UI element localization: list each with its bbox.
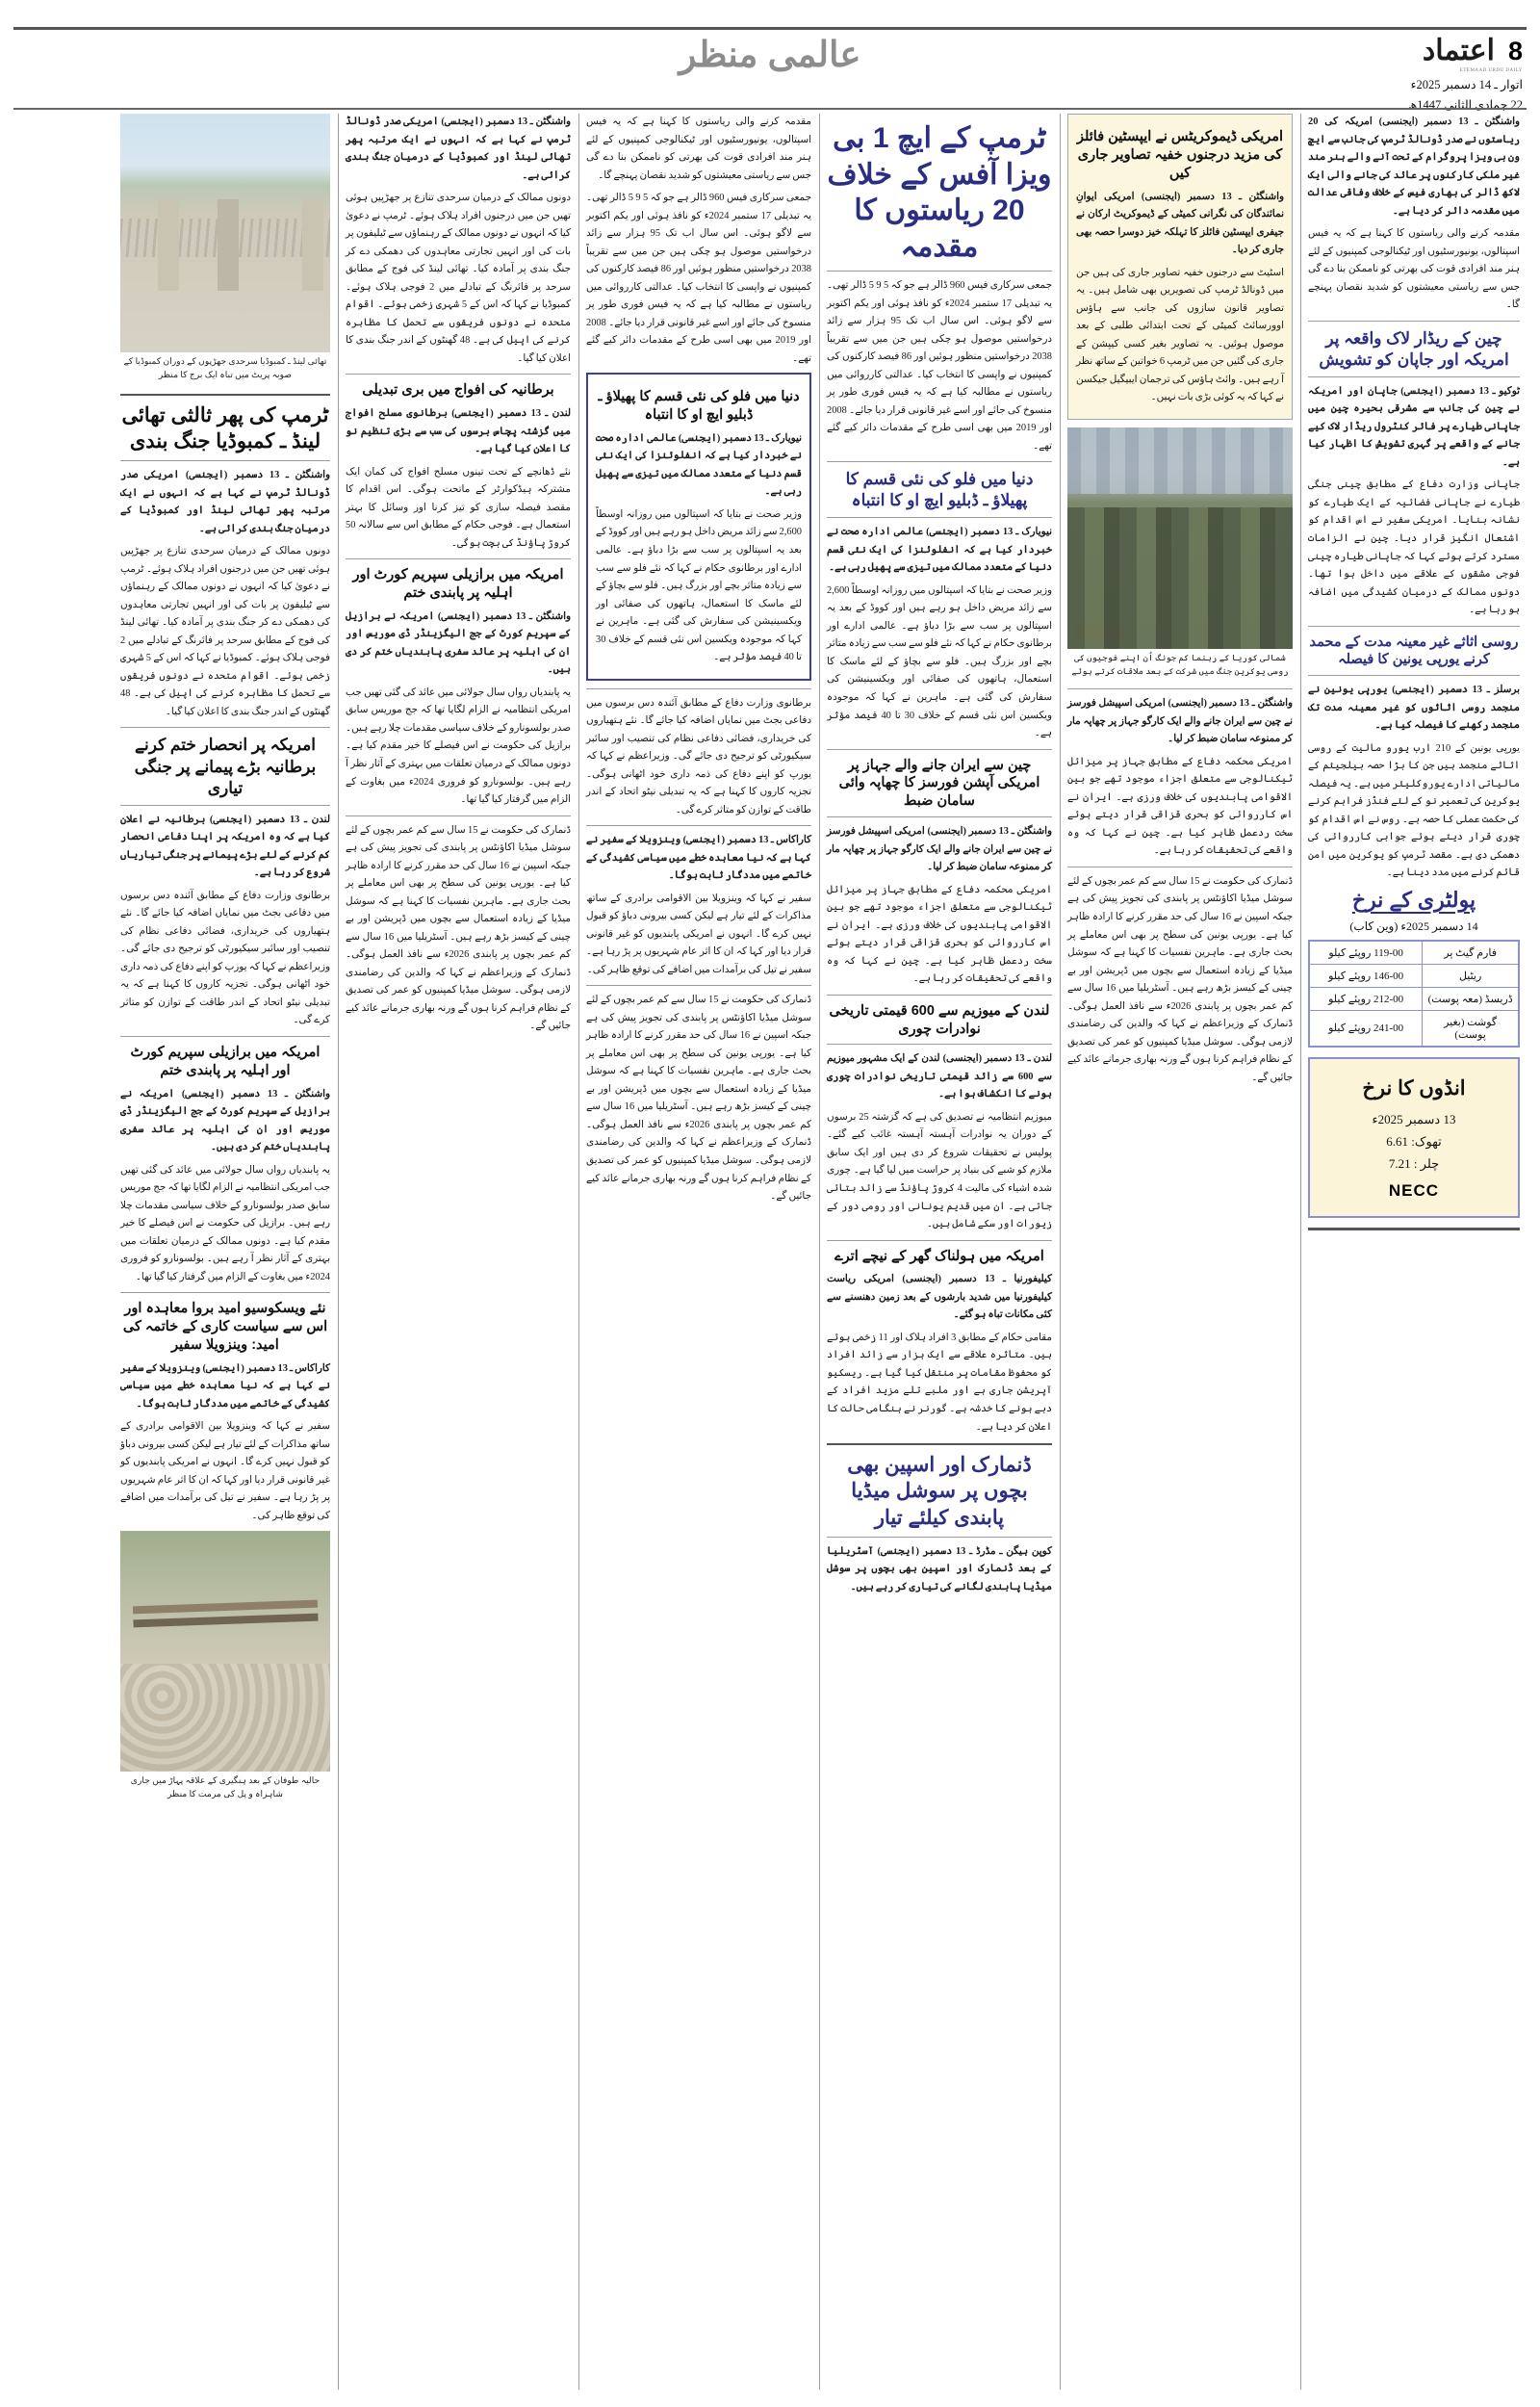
britain-war-prep-body: برطانوی وزارت دفاع کے مطابق آئندہ دس برسوں میں دفاعی بجٹ میں نمایاں اضافہ کیا جائے گا۔ نئے ہتھیاروں کی خریداری، فضائی دفاعی نظام کی تنصیب اور سائبر سیکیورٹی کو ترجیح دی جائے گی۔ وزیراعظم نے کہا کہ یورپ کو اپنے دفاع کی ذمہ داری خود اٹھانی ہوگی۔ تجزیہ کاروں کا کہنا ہے کہ یہ تبدیلی نیٹو اتحاد کے اندر طاقت کے توازن کو متاثر کرے گی۔ [120,890,330,1026]
content-grid [13,114,1527,2390]
column-4 [579,114,818,2390]
divider [1308,626,1520,627]
lead-story-body-right: مقدمہ کرنے والی ریاستوں کا کہنا ہے کہ یہ فیس اسپتالوں، یونیورسٹیوں اور ٹیکنالوجی کمپنیوں کے لئے ہنر مند افرادی قوت کی بھرتی کو ناممکن بنا دے گی جس سے ریاستی معیشتوں کو شدید نقصان پہنچے گا۔ [1308,228,1520,311]
egg-rates-title: انڈوں کا نرخ [1362,1076,1466,1100]
column-divider [1300,114,1301,2390]
venezuela-dateline-col4: کاراکاس ـ 13 دسمبر (ایجنسی) وینزویلا کے سفیر نے کہا ہے کہ نیا معاہدہ خطے میں سیاسی کشیدگی کے خاتمے میں مددگار ثابت ہوگا۔ [586,835,811,882]
column-divider [338,114,339,2390]
lead-body-continuation: مقدمہ کرنے والی ریاستوں کا کہنا ہے کہ یہ فیس اسپتالوں، یونیورسٹیوں اور ٹیکنالوجی کمپنیوں کے لئے ہنر مند افرادی قوت کی بھرتی کو ناممکن بنا دے گی جس سے ریاستی معیشتوں کو شدید نقصان پہنچے گا۔ [586,116,811,181]
london-museum-dateline: لندن ـ 13 دسمبر (ایجنسی) لندن کے ایک مشہور میوزیم سے 600 سے زائد قیمتی تاریخی نوادرات چوری ہونے کا انکشاف ہوا ہے۔ [827,1053,1052,1100]
bridge-photo [120,114,330,352]
brand-block [1409,34,1523,114]
headline-british-forces: برطانیہ کی افواج میں بری تبدیلی [362,382,554,399]
us-house-body: مقامی حکام کے مطابق 3 افراد ہلاک اور 11 زخمی ہوئے ہیں۔ متاثرہ علاقے سے ایک ہزار سے زائد افراد کو محفوظ مقامات پر منتقل کیا گیا ہے۔ ریسکیو آپریشن جاری ہے اور ملبے تلے مزید افراد کے دبے ہونے کا خدشہ ہے۔ گورنر نے ہنگامی حالت کا اعلان کر دیا ہے۔ [827,1332,1052,1433]
poultry-row-value: 241-00 روپئے کیلو [1309,1010,1423,1047]
lead-headline: ٹرمپ کے ایچ 1 بی ویزا آفس کے خلاف 20 ریاستوں کا مقدمہ [827,122,1052,263]
column-divider [819,114,820,2390]
egg-rates-box [1308,1057,1520,1218]
flu-box-dateline: نیویارک ـ 13 دسمبر (ایجنسی) عالمی ادارہ صحت نے خبردار کیا ہے کہ انفلوئنزا کی ایک نئی قسم دنیا کے متعدد ممالک میں تیزی سے پھیل رہی ہے۔ [596,432,803,498]
divider [120,805,330,806]
eu-russia-body: یورپی یونین کے 210 ارب یورو مالیت کے روسی اثاثے منجمد ہیں جن کا بڑا حصہ بیلجیئم کے مالیاتی ادارے یوروکلیئر میں ہے۔ یہ فیصلہ یوکرین کی تعمیر نو کے لئے فنڈز فراہم کرنے کی حکمت عملی کا حصہ ہے۔ روس نے اس اقدام کو چوری قرار دیتے ہوئے جوابی کارروائی کی دھمکی دی ہے۔ مقصد ٹرمپ کو یوکرین میں امن قائم کرنے میں مدد دینا ہے۔ [1308,742,1520,879]
headline-britain-war-prep: امریکہ پر انحصار ختم کرنے برطانیہ بڑے پیمانے پر جنگی تیاری [134,736,317,797]
brand-name: اعتماد [1422,35,1495,66]
divider [827,271,1052,272]
lead-story-dateline-right: واشنگٹن ـ 13 دسمبر (ایجنسی) امریکہ کی 20 ریاستوں نے صدر ڈونالڈ ٹرمپ کی جانب سے ایچ ون بی ویزا پروگرام کے تحت آنے والے ہنر مند غیر ملکی کارکنوں پر عائد کی جانے والی ایک لاکھ ڈالر کی بھاری فیس کے خلاف وفاقی عدالت میں مقدمہ دائر کر دیا ہے۔ [1308,116,1520,217]
divider [346,374,571,375]
table-row [1309,941,1519,965]
britain-charles-body: یہ پابندیاں رواں سال جولائی میں عائد کی گئی تھیں جب امریکی انتظامیہ نے الزام لگایا تھا کہ جج موریس سابق صدر بولسونارو کے خلاف سیاسی مقدمات چلا رہے ہیں۔ برازیل کی حکومت نے اس فیصلے کا خیر مقدم کیا ہے۔ دونوں ممالک کے درمیان تعلقات میں بہتری کے آثار نظر آ رہے ہیں۔ بولسونارو کو فروری 2024ء میں بغاوت کے الزام میں گرفتار کیا گیا تھا۔ [346,686,571,806]
egg-wholesale-row [1320,1134,1508,1150]
denmark-spain-dateline: کوپن ہیگن ـ مڈرڈ ـ 13 دسمبر (ایجنسی) آسٹریلیا کے بعد ڈنمارک اور اسپین بھی بچوں پر سوشل میڈیا پابندی لگانے کی تیاری کر رہے ہیں۔ [827,1545,1053,1592]
divider [586,825,811,826]
divider [827,1240,1052,1241]
column-1 [1301,114,1527,2390]
page-bottom-rule [1308,1228,1520,1230]
trump-cambodia-dateline-c5: واشنگٹن ـ 13 دسمبر (ایجنسی) امریکی صدر ڈونالڈ ٹرمپ نے کہا ہے کہ انہوں نے ایک مرتبہ پھر تھائی لینڈ اور کمبوڈیا کے درمیان جنگ بندی کرائی ہے۔ [346,116,571,181]
masthead-bottom-rule [13,108,1527,110]
flu-outline-box [586,373,811,680]
divider [1308,321,1520,322]
bridge-photo-caption: تھائی لینڈ ـ کمبوڈیا سرحدی جھڑپوں کے دوران کمبوڈیا کے صوبہ پریٹ میں تباہ ایک برج کا منظر [123,356,327,379]
eu-russia-extra-body: ڈنمارک کی حکومت نے 15 سال سے کم عمر بچوں کے لئے سوشل میڈیا اکاؤنٹس پر پابندی کی تجویز پیش کی ہے جبکہ اسپین نے 16 سال کی حد مقرر کرنے کا ارادہ ظاہر کیا ہے۔ یورپی یونین کی سطح پر بھی اس معاملے پر بحث جاری ہے۔ ماہرین نفسیات کا کہنا ہے کہ سوشل میڈیا کے زیادہ استعمال سے بچوں میں ڈپریشن اور بے چینی کے کیسز بڑھ رہے ہیں۔ آسٹریلیا میں 16 سال سے کم عمر بچوں پر پابندی 2026ء سے نافذ العمل ہوگی۔ ڈنمارک کے وزیراعظم نے کہا کہ والدین کی رضامندی لازمی ہوگی۔ سوشل میڈیا کمپنیوں کو عمر کی تصدیق کے نظام فراہم کرنا ہوں گے ورنہ بھاری جرمانے عائد کیے جائیں گے۔ [1067,875,1294,1083]
column-5 [339,114,578,2390]
venezuela-body: سفیر نے کہا کہ وینزویلا بین الاقوامی برادری کے ساتھ مذاکرات کے لئے تیار ہے لیکن کسی بیرونی دباؤ کو قبول نہیں کرے گا۔ انہوں نے امریکی پابندیوں کو غیر قانونی قرار دیا اور کہا کہ ان کا اثر عام شہریوں پر پڑ رہا ہے۔ سفیر نے تیل کی برآمدات میں اضافے کی توقع ظاہر کی۔ [120,1421,330,1521]
us-house-dateline: کیلیفورنیا ـ 13 دسمبر (ایجنسی) امریکی ریاست کیلیفورنیا میں شدید بارشوں کے بعد زمین دھنسنے سے کئی مکانات تباہ ہو گئے۔ [827,1274,1052,1321]
korea-followup-body: امریکی محکمہ دفاع کے مطابق جہاز پر میزائل ٹیکنالوجی سے متعلق اجزاء موجود تھے جو بین الاقوامی پابندیوں کی خلاف ورزی ہے۔ ایران نے اس کارروائی کو بحری قزاقی قرار دیتے ہوئے سخت ردعمل ظاہر کیا ہے۔ چین نے کہا کہ وہ واقعے کی تحقیقات کر رہا ہے۔ [1067,756,1293,857]
london-museum-body: میوزیم انتظامیہ نے تصدیق کی ہے کہ گزشتہ 25 برسوں کے دوران یہ نوادرات آہستہ آہستہ غائب کیے گئے۔ پولیس نے تحقیقات شروع کر دی ہیں اور ایک سابق ملازم کو شبے کی بنیاد پر حراست میں لیا گیا ہے۔ چوری شدہ اشیاء کی مالیت 4 کروڑ پاؤنڈ سے زائد بتائی جاتی ہے۔ ان میں قدیم یونانی اور رومی دور کے زیورات اور سکے شامل ہیں۔ [827,1111,1052,1230]
headline-us-house: امریکہ میں ہولناک گھر کے نیچے اترے [834,1248,1044,1264]
headline-brazil-supreme: امریکہ میں برازیلی سپریم کورٹ اور اہلیہ پر پابندی ختم [130,1044,321,1078]
british-forces-dateline: لندن ـ 13 دسمبر (ایجنسی) برطانوی مسلح افواج میں گزشتہ پچاس برسوں کی سب سے بڑی تنظیم نو کا اعلان کیا گیا ہے۔ [346,408,571,455]
column-divider [1060,114,1061,2390]
flu-box-body: وزیر صحت نے بتایا کہ اسپتالوں میں روزانہ اوسطاً 2,600 سے زائد مریض داخل ہو رہے ہیں اور کووڈ کے بعد یہ اسپتالوں پر سب سے بڑا دباؤ ہے۔ عالمی ادارے اور برطانوی حکام نے کہا کہ نئے فلو سے سب سے زیادہ متاثر بچے اور بزرگ ہیں۔ فلو سے بچاؤ کے لئے ماسک کا استعمال، ہاتھوں کی صفائی اور ویکسینیشن کی سفارش کی گئی ہے۔ ماہرین نے کہا کہ موجودہ ویکسین اس نئی قسم کے خلاف 30 تا 40 فیصد مؤثر ہے۔ [596,508,802,663]
divider [827,749,1052,750]
epstein-body: اسٹیٹ سے درجنوں خفیہ تصاویر جاری کی ہیں جن میں ڈونالڈ ٹرمپ کی تصویریں بھی شامل ہیں۔ یہ تصاویر قانون سازوں کی جانب سے ہاؤس اوورسائٹ کمیٹی کے تحت ابتدائی طلبی کے بعد موصول ہوئیں۔ یہ تصاویر بغیر کسی کیپشن کے جاری کی گئیں جن میں ٹرمپ 6 خواتین کے ساتھ نظر آ رہے ہیں۔ وائٹ ہاؤس کی ترجمان ایبیگیل جیکسن نے کہا کہ یہ کوئی بڑی بات نہیں۔ [1076,267,1284,403]
poultry-row-label: فارم گیٹ پر [1423,941,1519,965]
iran-plane-body: امریکی محکمہ دفاع کے مطابق جہاز پر میزائل ٹیکنالوجی سے متعلق اجزاء موجود تھے جو بین الاقوامی پابندیوں کی خلاف ورزی ہے۔ ایران نے اس کارروائی کو بحری قزاقی قرار دیتے ہوئے سخت ردعمل ظاہر کیا ہے۔ چین نے کہا کہ وہ واقعے کی تحقیقات کر رہا ہے۔ [827,884,1052,985]
iran-plane-dateline: واشنگٹن ـ 13 دسمبر (ایجنسی) امریکی اسپیشل فورسز نے چین سے ایران جانے والے ایک کارگو جہاز پر چھاپہ مار کر ممنوعہ سامان ضبط کر لیا۔ [827,826,1052,873]
egg-retail-row [1320,1156,1508,1172]
headline-flu-box: دنیا میں فلو کی نئی قسم کا پھیلاؤ ـ ڈبلیو ایچ او کا انتباہ [598,389,800,424]
divider [827,517,1052,518]
flood-photo [120,1531,330,1772]
table-row [1309,964,1519,987]
poultry-row-label: گوشت (بغیر پوست) [1423,1010,1519,1047]
divider [346,815,571,816]
masthead-date-line-2: 22 جمادی الثانی 1447ھ [1408,98,1523,113]
venezuela-dateline: کاراکاس ـ 13 دسمبر (ایجنسی) وینزویلا کے سفیر نے کہا ہے کہ نیا معاہدہ خطے میں سیاسی کشیدگی کے خاتمے میں مددگار ثابت ہوگا۔ [120,1362,330,1410]
trump-cambodia-body: دونوں ممالک کے درمیان سرحدی تنازع پر جھڑپیں ہوئی تھیں جن میں درجنوں افراد ہلاک ہوئے۔ ٹرمپ نے دعویٰ کیا کہ انہوں نے دونوں ممالک کے رہنماؤں سے ٹیلیفون پر بات کی اور انہیں تجارتی معاہدوں کی دھمکی دے کر جنگ بندی پر آمادہ کیا۔ تھائی لینڈ کی فوج کے مطابق سرحد پر فائرنگ کے تبادلے میں 2 فوجی ہلاک ہوئے۔ کمبوڈیا نے کہا کہ اس کے 5 شہری زخمی ہوئے۔ اقوام متحدہ نے دونوں فریقوں سے تحمل کا مظاہرہ کرنے کی اپیل کی ہے۔ 48 گھنٹوں کے اندر جنگ بندی کا اعلان کیا گیا۔ [120,546,330,717]
divider [586,985,811,986]
flu-dateline: نیویارک ـ 13 دسمبر (ایجنسی) عالمی ادارہ صحت نے خبردار کیا ہے کہ انفلوئنزا کی ایک نئی قسم دنیا کے متعدد ممالک میں تیزی سے پھیل رہی ہے۔ [827,527,1052,574]
divider [120,1292,330,1293]
divider [827,1044,1052,1045]
divider [827,995,1052,996]
egg-rates-date: 13 دسمبر 2025ء [1372,1111,1456,1126]
page-number: 8 [1507,37,1523,65]
headline-denmark-spain: ڈنمارک اور اسپین بھی بچوں پر سوشل میڈیا پابندی کیلئے تیار [847,1454,1032,1529]
flood-photo-caption: حالیہ طوفان کے بعد ہنگیری کے علاقہ پہاڑ میں جاری شاہراہ و پل کی مرمت کا منظر [130,1775,321,1799]
british-forces-body: نئے ڈھانچے کے تحت تینوں مسلح افواج کی کمان ایک مشترکہ ہیڈکوارٹر کے ماتحت ہوگی۔ اس اقدام کا مقصد فیصلہ سازی کو تیز کرنا اور وسائل کا بہتر استعمال ہے۔ فوجی حکام کے مطابق اس سے سالانہ 50 کروڑ پاؤنڈ کی بچت ہوگی۔ [346,466,571,549]
korea-followup-dateline: واشنگٹن ـ 13 دسمبر (ایجنسی) امریکی اسپیشل فورسز نے چین سے ایران جانے والے ایک کارگو جہاز پر چھاپہ مار کر ممنوعہ سامان ضبط کر لیا۔ [1067,698,1293,745]
korea-photo-caption: شمالی کوریا کے رہنما کم جونگ اُن اپنے فوجیوں کی روسی یوکرین جنگ میں شرکت کے بعد ملاقات کرتے ہوئے [1071,652,1289,676]
headline-china-radar: چین کے ریڈار لاک واقعہ پر امریکہ اور جاپان کو تشویش [1319,328,1509,369]
divider [827,461,1052,462]
poultry-row-value: 119-00 روپئے کیلو [1309,941,1423,965]
brazil-supreme-body: یہ پابندیاں رواں سال جولائی میں عائد کی گئی تھیں جب امریکی انتظامیہ نے الزام لگایا تھا کہ جج موریس سابق صدر بولسونارو کے خلاف سیاسی مقدمات چلا رہے ہیں۔ برازیل کی حکومت نے اس فیصلے کا خیر مقدم کیا ہے۔ دونوں ممالک کے درمیان تعلقات میں بہتری کے آثار نظر آ رہے ہیں۔ بولسونارو کو فروری 2024ء میں بغاوت کے الزام میں گرفتار کیا گیا تھا۔ [120,1164,330,1282]
page-section-title: عالمی منظر [679,35,861,74]
column-3 [820,114,1059,2390]
denmark-spain-body-col4: ڈنمارک کی حکومت نے 15 سال سے کم عمر بچوں کے لئے سوشل میڈیا اکاؤنٹس پر پابندی کی تجویز پیش کی ہے جبکہ اسپین نے 16 سال کی حد مقرر کرنے کا ارادہ ظاہر کیا ہے۔ یورپی یونین کی سطح پر بھی اس معاملے پر بحث جاری ہے۔ ماہرین نفسیات کا کہنا ہے کہ سوشل میڈیا کے زیادہ استعمال سے بچوں میں ڈپریشن اور بے چینی کے کیسز بڑھ رہے ہیں۔ آسٹریلیا میں 16 سال سے کم عمر بچوں پر پابندی 2026ء سے نافذ العمل ہوگی۔ ڈنمارک کے وزیراعظم نے کہا کہ والدین کی رضامندی لازمی ہوگی۔ سوشل میڈیا کمپنیوں کو عمر کی تصدیق کے نظام فراہم کرنا ہوں گے ورنہ بھاری جرمانے عائد کیے جائیں گے۔ [586,995,812,1203]
divider [827,1537,1052,1538]
headline-venezuela: نئے ویسکوسیو امید بروا معاہدہ اور اس سے سیاست کاری کے خاتمہ کی امید: وینزویلا سفیر [122,1301,328,1353]
divider [1308,675,1520,676]
column-2 [1061,114,1299,2390]
divider [120,727,330,728]
venezuela-body-col4: سفیر نے کہا کہ وینزویلا بین الاقوامی برادری کے ساتھ مذاکرات کے لئے تیار ہے لیکن کسی بیرونی دباؤ کو قبول نہیں کرے گا۔ انہوں نے امریکی پابندیوں کو غیر قانونی قرار دیا اور کہا کہ ان کا اثر عام شہریوں پر پڑ رہا ہے۔ سفیر نے تیل کی برآمدات میں اضافے کی توقع ظاہر کی۔ [586,893,811,975]
britain-charles-dateline: واشنگٹن ـ 13 دسمبر (ایجنسی) امریکہ نے برازیل کے سپریم کورٹ کے جج الیگزینڈر ڈی موریس اور ان کی اہلیہ پر عائد سفری پابندیاں ختم کر دی ہیں۔ [346,610,571,676]
masthead-date-line-1: اتوار ـ 14 دسمبر 2025ء [1410,78,1523,91]
trump-cambodia-body-c5: دونوں ممالک کے درمیان سرحدی تنازع پر جھڑپیں ہوئی تھیں جن میں درجنوں افراد ہلاک ہوئے۔ ٹرمپ نے دعویٰ کیا کہ انہوں نے دونوں ممالک کے رہنماؤں سے ٹیلیفون پر بات کی اور انہیں تجارتی معاہدوں کی دھمکی دے کر جنگ بندی پر آمادہ کیا۔ تھائی لینڈ کی فوج کے مطابق سرحد پر فائرنگ کے تبادلے میں 2 فوجی ہلاک ہوئے۔ کمبوڈیا نے کہا کہ اس کے 5 شہری زخمی ہوئے۔ اقوام متحدہ نے دونوں فریقوں سے تحمل کا مظاہرہ کرنے کی اپیل کی ہے۔ 48 گھنٹوں کے اندر جنگ بندی کا اعلان کیا گیا۔ [346,193,572,364]
headline-epstein-photos: امریکی ڈیموکریٹس نے ایپسٹین فائلز کی مزید درجنوں خفیہ تصاویر جاری کیں [1076,129,1284,181]
photo-agency-logo [1075,624,1125,641]
table-row [1309,1010,1519,1047]
korea-army-photo [1067,427,1293,649]
poultry-row-label: ریٹیل [1423,964,1519,987]
divider [120,1036,330,1037]
brand-subtitle: ETEMAAD URDU DAILY [1459,68,1523,73]
china-radar-dateline: ٹوکیو ـ 13 دسمبر (ایجنسی) جاپان اور امریکہ نے چین کی جانب سے مشرقی بحیرہ چین میں جاپانی طیارے پر فائر کنٹرول ریڈار لاک کیے جانے کے واقعے پر گہری تشویش کا اظہار کیا ہے۔ [1308,385,1520,468]
column-6 [114,114,337,2390]
egg-source-necc: NECC [1388,1180,1440,1200]
poultry-rates-date: 14 دسمبر 2025ء (وین کاب) [1349,919,1478,933]
poultry-row-value: 212-00 روپئے کیلو [1309,987,1423,1010]
egg-wholesale-value: 6.61 [1386,1133,1408,1149]
column-divider [578,114,579,2390]
epstein-dateline: واشنگٹن ـ 13 دسمبر (ایجنسی) امریکی ایوانِ نمائندگان کی نگرانی کمیٹی کے ڈیموکریٹ ارکان نے جیفری ایپسٹین فائلز کا تہلکہ خیز دوسرا حصہ بھی جاری کر دیا۔ [1076,191,1284,256]
divider [120,394,330,396]
poultry-rates-title: پولٹری کے نرخ [1351,887,1476,912]
headline-london-museum: لندن کے میوزیم سے 600 قیمتی تاریخی نوادرات چوری [829,1002,1050,1037]
divider [1308,376,1520,377]
egg-wholesale-label: تھوک: [1411,1133,1442,1149]
poultry-row-value: 146-00 روپئے کیلو [1309,964,1423,987]
headline-flu: دنیا میں فلو کی نئی قسم کا پھیلاؤ ـ ڈبلیو ایچ او کا انتباہ [845,470,1034,510]
flu-body: وزیر صحت نے بتایا کہ اسپتالوں میں روزانہ اوسطاً 2,600 سے زائد مریض داخل ہو رہے ہیں اور کووڈ کے بعد یہ اسپتالوں پر سب سے بڑا دباؤ ہے۔ عالمی ادارے اور برطانوی حکام نے کہا کہ نئے فلو سے سب سے زیادہ متاثر بچے اور بزرگ ہیں۔ فلو سے بچاؤ کے لئے ماسک کا استعمال، ہاتھوں کی صفائی اور ویکسینیشن کی سفارش کی گئی ہے۔ ماہرین نے کہا کہ موجودہ ویکسین اس نئی قسم کے خلاف 30 تا 40 فیصد مؤثر ہے۔ [827,584,1052,739]
china-radar-body: جاپانی وزارت دفاع کے مطابق چینی جنگی طیارے نے جاپانی فضائیہ کے ایک طیارے کو نشانہ بنایا۔ امریکی سفیر نے اس اقدام کو اشتعال انگیز قرار دیا۔ چین نے الزامات مسترد کرتے ہوئے کہا کہ جاپانی طیارہ چینی فوجی مشقوں کے علاقے میں داخل ہوا تھا۔ دونوں ممالک کے درمیان کشیدگی میں اضافہ ہو رہا ہے۔ [1308,479,1520,616]
lead-body-3: جمعی سرکاری فیس 960 ڈالر ہے جو کہ 5 9 5 ڈالر تھی۔ یہ تبدیلی 17 ستمبر 2024ء کو نافذ ہوئی اور یکم اکتوبر سے لاگو ہوئی۔ اس سال اب تک 95 ہزار سے زائد درخواستیں موصول ہو چکی ہیں جن میں سے تقریباً 2038 درخواستیں منظور ہوئیں اور 86 فیصد کارکنوں کی کمپنیوں نے واپسی کا انتخاب کیا۔ عدالتی کارروائی میں ریاستوں نے مطالبہ کیا ہے کہ یہ فیس فوری طور پر منسوخ کی جائے اور اسے غیر قانونی قرار دیا جائے۔ 2008 اور 2019 میں بھی اسی طرح کے مقدمات دائر کیے گئے تھے۔ [827,280,1052,452]
britain-war-prep-dateline: لندن ـ 13 دسمبر (ایجنسی) برطانیہ نے اعلان کیا ہے کہ وہ امریکہ پر اپنا دفاعی انحصار کم کرنے کے لئے بڑے پیمانے پر جنگی تیاریاں شروع کر رہا ہے۔ [120,814,330,879]
divider [827,816,1052,817]
divider [120,460,330,461]
eu-russia-dateline: برسلز ـ 13 دسمبر (ایجنسی) یورپی یونین نے منجمد روسی اثاثوں کو غیر معینہ مدت تک منجمد رکھنے کا فیصلہ کیا ہے۔ [1308,685,1520,732]
epstein-box [1067,114,1293,420]
divider [586,688,811,689]
egg-retail-value: 7.21 [1388,1155,1411,1171]
masthead [13,27,1527,113]
poultry-row-label: ڈریسڈ (معہ پوست) [1423,987,1519,1010]
trump-cambodia-dateline: واشنگٹن ـ 13 دسمبر (ایجنسی) امریکی صدر ڈونالڈ ٹرمپ نے کہا ہے کہ انہوں نے ایک مرتبہ پھر تھائی لینڈ اور کمبوڈیا کے درمیان جنگ بندی کرائی ہے۔ [120,470,330,534]
headline-trump-cambodia: ٹرمپ کی پھر ثالثی تھائی لینڈ ـ کمبوڈیا جنگ بندی [121,403,329,453]
brazil-supreme-dateline: واشنگٹن ـ 13 دسمبر (ایجنسی) امریکہ نے برازیل کے سپریم کورٹ کے جج الیگزینڈر ڈی موریس اور ان کی اہلیہ پر عائد سفری پابندیاں ختم کر دی ہیں۔ [120,1088,330,1153]
lead-body-continuation-2: جمعی سرکاری فیس 960 ڈالر ہے جو کہ 5 9 5 ڈالر تھی۔ یہ تبدیلی 17 ستمبر 2024ء کو نافذ ہوئی اور یکم اکتوبر سے لاگو ہوئی۔ اس سال اب تک 95 ہزار سے زائد درخواستیں موصول ہو چکی ہیں جن میں سے تقریباً 2038 درخواستیں منظور ہوئیں اور 86 فیصد کارکنوں کی کمپنیوں نے واپسی کا انتخاب کیا۔ عدالتی کارروائی میں ریاستوں نے مطالبہ کیا ہے کہ یہ فیس فوری طور پر منسوخ کی جائے اور اسے غیر قانونی قرار دیا جائے۔ 2008 اور 2019 میں بھی اسی طرح کے مقدمات دائر کیے گئے تھے۔ [586,193,811,364]
egg-retail-label: چلر : [1413,1155,1440,1171]
divider [1067,688,1293,689]
divider [827,1443,1052,1445]
table-row [1309,987,1519,1010]
denmark-spain-body-c5: ڈنمارک کی حکومت نے 15 سال سے کم عمر بچوں کے لئے سوشل میڈیا اکاؤنٹس پر پابندی کی تجویز پیش کی ہے جبکہ اسپین نے 16 سال کی حد مقرر کرنے کا ارادہ ظاہر کیا ہے۔ یورپی یونین کی سطح پر بھی اس معاملے پر بحث جاری ہے۔ ماہرین نفسیات کا کہنا ہے کہ سوشل میڈیا کے زیادہ استعمال سے بچوں میں ڈپریشن اور بے چینی کے کیسز بڑھ رہے ہیں۔ آسٹریلیا میں 16 سال سے کم عمر بچوں پر پابندی 2026ء سے نافذ العمل ہوگی۔ ڈنمارک کے وزیراعظم نے کہا کہ والدین کی رضامندی لازمی ہوگی۔ سوشل میڈیا کمپنیوں کو عمر کی تصدیق کے نظام فراہم کرنا ہوں گے ورنہ بھاری جرمانے عائد کیے جائیں گے۔ [346,824,572,1032]
divider [346,558,571,559]
headline-iran-plane: چین سے ایران جانے والے جہاز پر امریکی آپشن فورسز کا چھاپہ وائی سامان ضبط [838,757,1040,810]
britain-extra-body: برطانوی وزارت دفاع کے مطابق آئندہ دس برسوں میں دفاعی بجٹ میں نمایاں اضافہ کیا جائے گا۔ نئے ہتھیاروں کی خریداری، فضائی دفاعی نظام کی تنصیب اور سائبر سیکیورٹی کو ترجیح دی جائے گی۔ وزیراعظم نے کہا کہ یورپ کو اپنے دفاع کی ذمہ داری خود اٹھانی ہوگی۔ تجزیہ کاروں کا کہنا ہے کہ یہ تبدیلی نیٹو اتحاد کے اندر طاقت کے توازن کو متاثر کرے گی۔ [586,697,811,815]
poultry-rates-table [1308,940,1520,1048]
headline-eu-russia-assets: روسی اثاثے غیر معینہ مدت کے محمد کرنے یورپی یونین کا فیصلہ [1309,634,1519,668]
headline-britain-charles: امریکہ میں برازیلی سپریم کورٹ اور اہلیہ پر پابندی ختم [352,567,564,602]
